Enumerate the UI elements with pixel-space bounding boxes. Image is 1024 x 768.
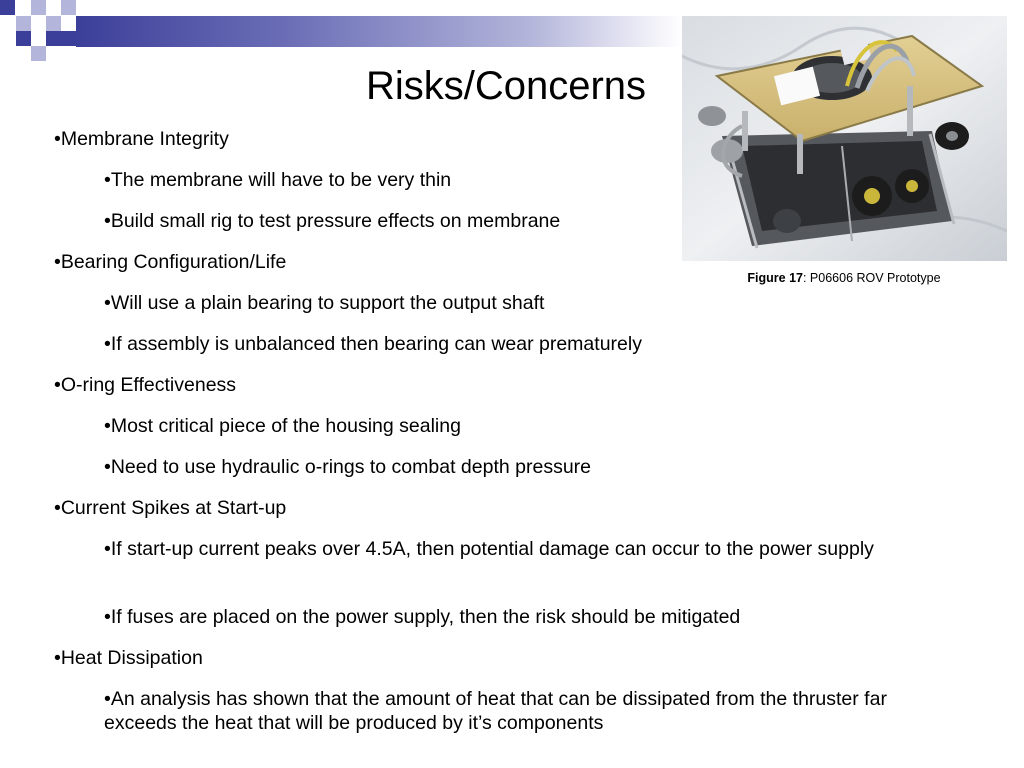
deco-square: [61, 0, 76, 15]
deco-square: [31, 0, 46, 15]
bullet-membrane-integrity: •Membrane Integrity: [54, 128, 229, 150]
bullet-heat-dissipation: •Heat Dissipation: [54, 647, 203, 669]
sub-bullet: •Will use a plain bearing to support the output shaft: [104, 292, 545, 314]
sub-bullet: •If assembly is unbalanced then bearing can wear prematurely: [104, 333, 642, 355]
sub-bullet: •Build small rig to test pressure effects on membrane: [104, 210, 561, 232]
deco-square: [16, 31, 31, 46]
header-gradient-band: [76, 16, 682, 47]
deco-square: [31, 46, 46, 61]
rov-prototype-photo: [682, 16, 1007, 261]
bullet-bearing-configuration: •Bearing Configuration/Life: [54, 251, 287, 273]
deco-square: [61, 31, 76, 46]
deco-square: [16, 16, 31, 31]
sub-bullet: •The membrane will have to be very thin: [104, 169, 452, 191]
sub-bullet: •Most critical piece of the housing sealing: [104, 415, 461, 437]
deco-square: [46, 16, 61, 31]
figure-caption: [686, 270, 1002, 286]
sub-bullet: •Need to use hydraulic o-rings to combat depth pressure: [104, 456, 592, 478]
sub-bullet: •If fuses are placed on the power supply, then the risk should be mitigated: [104, 606, 741, 628]
bullet-current-spikes: •Current Spikes at Start-up: [54, 497, 287, 519]
deco-square: [46, 31, 61, 46]
sub-bullet: •If start-up current peaks over 4.5A, then potential damage can occur to the power supply: [104, 538, 874, 560]
bullet-o-ring-effectiveness: •O-ring Effectiveness: [54, 374, 237, 396]
figure-caption-label: Figure 17: [747, 271, 803, 285]
figure-caption-text: : P06606 ROV Prototype: [802, 271, 941, 285]
deco-square: [0, 0, 15, 15]
sub-bullet: •An analysis has shown that the amount of heat that can be dissipated from the thruster far exceeds the heat that will be produced by it’s components: [104, 688, 887, 734]
slide-title: Risks/Concerns: [365, 64, 647, 108]
